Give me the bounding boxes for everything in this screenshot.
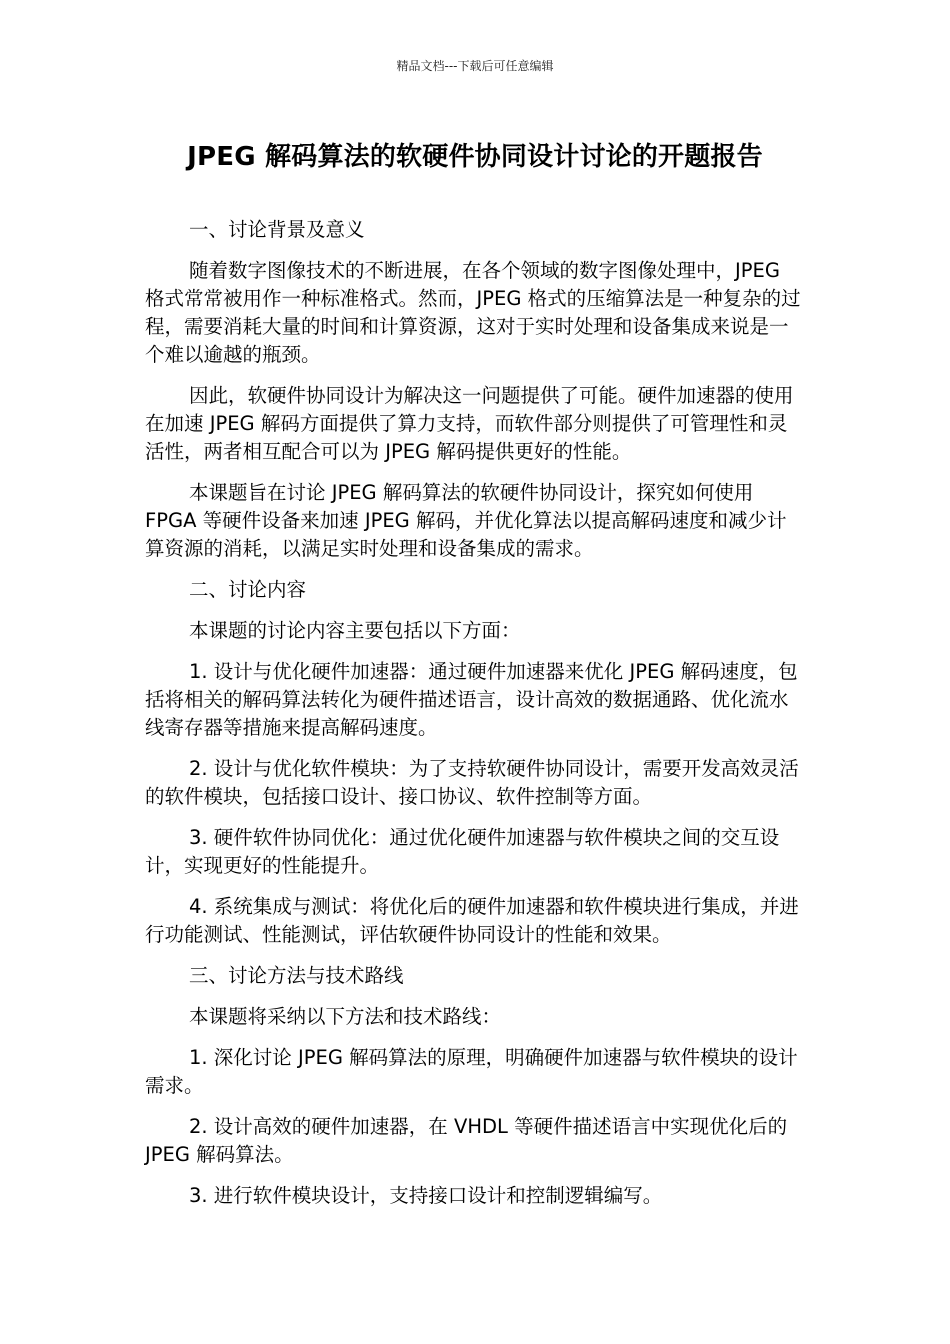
list-item: 1. 设计与优化硬件加速器：通过硬件加速器来优化 JPEG 解码速度，包括将相关的解码算法转化为硬件描述语言，设计高效的数据通路、优化流水线寄存器等措施来提高解码速度。 [145, 660, 798, 739]
header-note: 精品文档---下载后可任意编辑 [396, 59, 554, 73]
list-item: 2. 设计高效的硬件加速器，在 VHDL 等硬件描述语言中实现优化后的 JPEG 解码算法。 [145, 1115, 788, 1166]
section-heading: 一、讨论背景及意义 [189, 218, 365, 241]
paragraph: 随着数字图像技术的不断进展，在各个领域的数字图像处理中，JPEG 格式常常被用作一种标准格式。然而，JPEG 格式的压缩算法是一种复杂的过程，需要消耗大量的时间和计算资源，这对于实时处理和设备集成来说是一个难以逾越的瓶颈。 [145, 259, 801, 366]
section-heading: 二、讨论内容 [189, 578, 307, 601]
paragraph: 本课题旨在讨论 JPEG 解码算法的软硬件协同设计，探究如何使用 FPGA 等硬件设备来加速 JPEG 解码，并优化算法以提高解码速度和减少计算资源的消耗，以满足实时处理和设备集成的需求。 [145, 481, 787, 560]
section-heading: 三、讨论方法与技术路线 [189, 964, 404, 987]
paragraph: 因此，软硬件协同设计为解决这一问题提供了可能。硬件加速器的使用在加速 JPEG 解码方面提供了算力支持，而软件部分则提供了可管理性和灵活性，两者相互配合可以为 JPEG 解码提供更好的性能。 [145, 384, 794, 463]
list-item: 1. 深化讨论 JPEG 解码算法的原理，明确硬件加速器与软件模块的设计需求。 [145, 1046, 798, 1097]
list-item: 4. 系统集成与测试：将优化后的硬件加速器和软件模块进行集成，并进行功能测试、性能测试，评估软硬件协同设计的性能和效果。 [145, 895, 799, 946]
document-title: JPEG 解码算法的软硬件协同设计讨论的开题报告 [187, 142, 763, 172]
paragraph: 本课题的讨论内容主要包括以下方面： [189, 619, 521, 642]
list-item: 3. 进行软件模块设计，支持接口设计和控制逻辑编写。 [189, 1184, 663, 1207]
paragraph: 本课题将采纳以下方法和技术路线： [189, 1005, 502, 1028]
document-body [145, 216, 805, 1223]
list-item: 3. 硬件软件协同优化：通过优化硬件加速器与软件模块之间的交互设计，实现更好的性能提升。 [145, 826, 780, 877]
list-item: 2. 设计与优化软件模块：为了支持软硬件协同设计，需要开发高效灵活的软件模块，包括接口设计、接口协议、软件控制等方面。 [145, 757, 799, 808]
